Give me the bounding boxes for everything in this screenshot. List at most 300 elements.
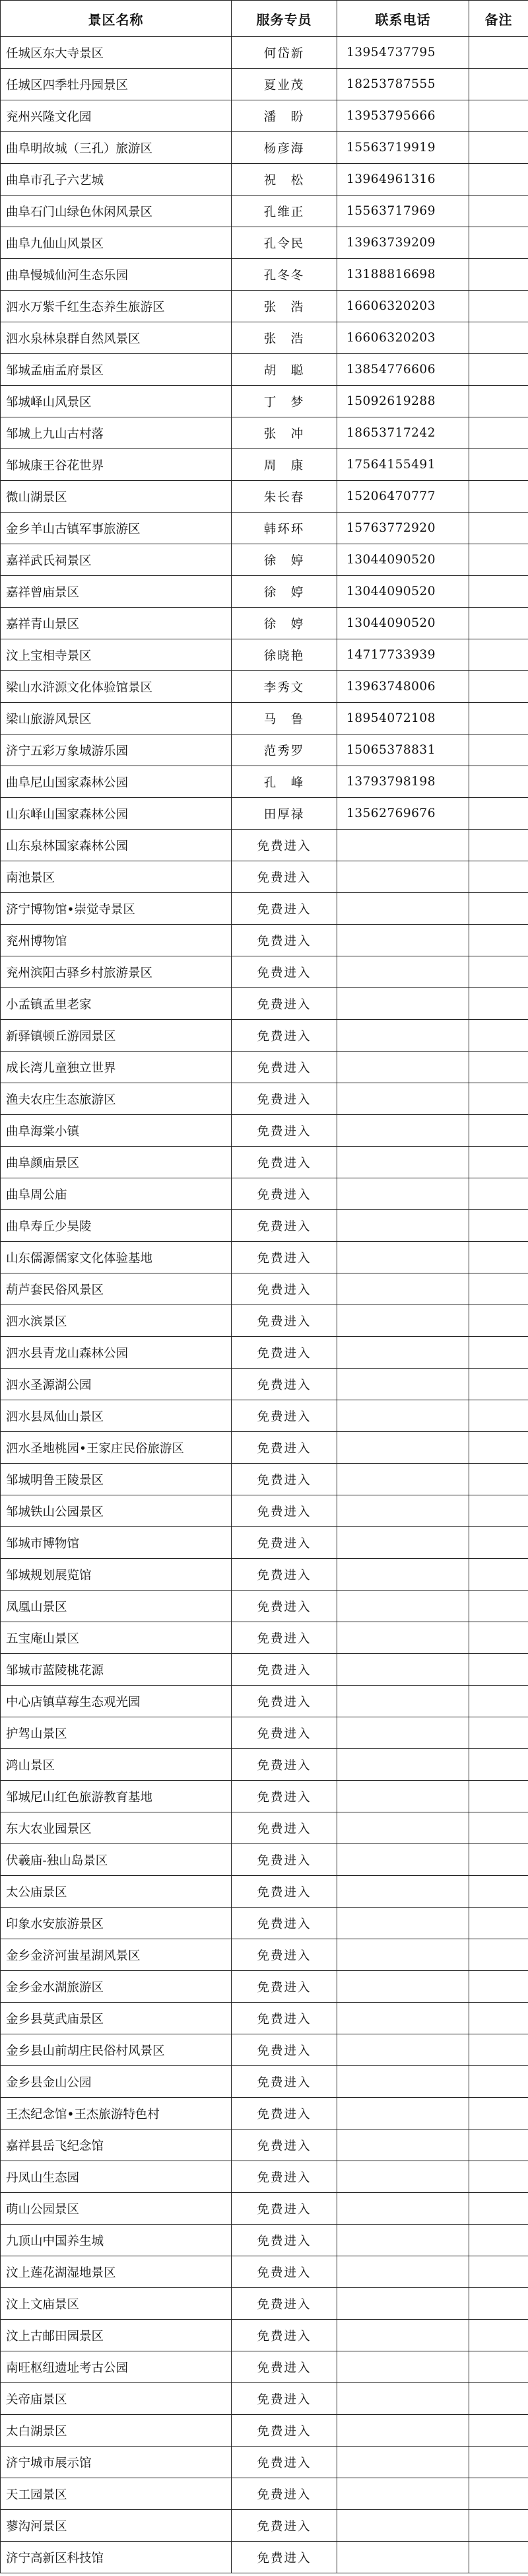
table-row (1, 2383, 528, 2415)
remarks-cell (469, 1717, 528, 1749)
scenic-name-cell: 曲阜市孔子六艺城 (1, 164, 232, 196)
contact-phone-cell: 13964961316 (337, 164, 469, 196)
scenic-name-cell: 九顶山中国养生城 (1, 2225, 232, 2256)
contact-phone-cell (337, 2351, 469, 2383)
service-staff-cell: 免费进入 (232, 2288, 337, 2320)
remarks-cell (469, 1812, 528, 1844)
service-staff-cell: 免费进入 (232, 2351, 337, 2383)
contact-phone-cell (337, 1210, 469, 1242)
scenic-name-cell: 微山湖景区 (1, 481, 232, 513)
remarks-cell (469, 2478, 528, 2510)
remarks-cell (469, 291, 528, 322)
contact-phone-cell: 13953795666 (337, 100, 469, 132)
contact-phone-cell (337, 893, 469, 925)
contact-phone-cell (337, 956, 469, 988)
contact-phone-cell: 13044090520 (337, 608, 469, 639)
scenic-name-cell: 邹城孟庙孟府景区 (1, 354, 232, 386)
scenic-name-cell: 任城区东大寺景区 (1, 37, 232, 69)
service-staff-cell: 丁 梦 (232, 386, 337, 417)
service-staff-cell: 免费进入 (232, 830, 337, 861)
service-staff-cell: 免费进入 (232, 1654, 337, 1686)
table-row (1, 322, 528, 354)
scenic-name-cell: 护驾山景区 (1, 1717, 232, 1749)
scenic-name-cell: 蓼沟河景区 (1, 2510, 232, 2542)
scenic-name-cell: 泗水万紫千红生态养生旅游区 (1, 291, 232, 322)
remarks-cell (469, 1591, 528, 1622)
table-row (1, 2256, 528, 2288)
scenic-name-cell: 济宁城市展示馆 (1, 2447, 232, 2478)
scenic-name-cell: 邹城规划展览馆 (1, 1559, 232, 1591)
service-staff-cell: 免费进入 (232, 1337, 337, 1369)
table-row (1, 2510, 528, 2542)
table-row (1, 1178, 528, 1210)
scenic-name-cell: 邹城市博物馆 (1, 1527, 232, 1559)
remarks-cell (469, 2034, 528, 2066)
scenic-name-cell: 济宁博物馆•崇觉寺景区 (1, 893, 232, 925)
table-row (1, 925, 528, 956)
scenic-name-cell: 邹城明鲁王陵景区 (1, 1464, 232, 1495)
contact-phone-cell (337, 1654, 469, 1686)
contact-phone-cell: 15065378831 (337, 734, 469, 766)
contact-phone-cell (337, 2161, 469, 2193)
table-row (1, 2129, 528, 2161)
scenic-name-cell: 嘉祥青山景区 (1, 608, 232, 639)
table-row (1, 2415, 528, 2447)
service-staff-cell: 免费进入 (232, 2193, 337, 2225)
contact-phone-cell: 15563719919 (337, 132, 469, 164)
table-row (1, 1210, 528, 1242)
scenic-name-cell: 鸿山景区 (1, 1749, 232, 1781)
remarks-cell (469, 2447, 528, 2478)
remarks-cell (469, 1686, 528, 1717)
table-row (1, 386, 528, 417)
service-staff-cell: 徐 婷 (232, 576, 337, 608)
service-staff-cell: 胡 聪 (232, 354, 337, 386)
scenic-name-cell: 济宁高新区科技馆 (1, 2542, 232, 2573)
contact-phone-cell: 15092619288 (337, 386, 469, 417)
table-row (1, 1083, 528, 1115)
service-staff-cell: 免费进入 (232, 1812, 337, 1844)
contact-phone-cell (337, 1749, 469, 1781)
table-row (1, 1115, 528, 1147)
contact-phone-cell: 13963739209 (337, 227, 469, 259)
remarks-cell (469, 861, 528, 893)
service-staff-cell: 夏业茂 (232, 69, 337, 100)
service-staff-cell: 免费进入 (232, 1305, 337, 1337)
table-row (1, 417, 528, 449)
contact-phone-cell: 15763772920 (337, 513, 469, 544)
service-staff-cell: 免费进入 (232, 1591, 337, 1622)
scenic-name-cell: 汶上莲花湖湿地景区 (1, 2256, 232, 2288)
scenic-name-cell: 邹城铁山公园景区 (1, 1495, 232, 1527)
remarks-cell (469, 956, 528, 988)
contact-phone-cell (337, 861, 469, 893)
contact-phone-cell (337, 1812, 469, 1844)
service-staff-cell: 免费进入 (232, 1622, 337, 1654)
scenic-name-cell: 泗水县青龙山森林公园 (1, 1337, 232, 1369)
table-header-row (1, 1, 528, 37)
service-staff-cell: 免费进入 (232, 893, 337, 925)
remarks-cell (469, 1337, 528, 1369)
table-row (1, 1495, 528, 1527)
scenic-name-cell: 兖州兴隆文化园 (1, 100, 232, 132)
scenic-name-cell: 山东泉林国家森林公园 (1, 830, 232, 861)
remarks-cell (469, 513, 528, 544)
scenic-name-cell: 金乡羊山古镇军事旅游区 (1, 513, 232, 544)
service-staff-cell: 免费进入 (232, 1844, 337, 1876)
scenic-name-cell: 嘉祥曾庙景区 (1, 576, 232, 608)
contact-phone-cell: 13044090520 (337, 576, 469, 608)
scenic-name-cell: 梁山水浒源文化体验馆景区 (1, 671, 232, 703)
table-row (1, 703, 528, 734)
table-row (1, 227, 528, 259)
service-staff-cell: 免费进入 (232, 2034, 337, 2066)
service-staff-cell: 免费进入 (232, 1686, 337, 1717)
table-row (1, 1559, 528, 1591)
scenic-name-cell: 曲阜九仙山风景区 (1, 227, 232, 259)
service-staff-cell: 免费进入 (232, 1495, 337, 1527)
scenic-name-cell: 济宁五彩万象城游乐园 (1, 734, 232, 766)
table-row (1, 1939, 528, 1971)
remarks-cell (469, 893, 528, 925)
contact-phone-cell: 13562769676 (337, 798, 469, 830)
scenic-name-cell: 萌山公园景区 (1, 2193, 232, 2225)
scenic-name-cell: 南池景区 (1, 861, 232, 893)
service-staff-cell: 免费进入 (232, 1971, 337, 2003)
remarks-cell (469, 2066, 528, 2098)
service-staff-cell: 徐晓艳 (232, 639, 337, 671)
remarks-cell (469, 1876, 528, 1908)
scenic-name-cell: 邹城峄山风景区 (1, 386, 232, 417)
contact-phone-cell (337, 1622, 469, 1654)
service-staff-cell: 张 浩 (232, 322, 337, 354)
remarks-cell (469, 481, 528, 513)
service-staff-cell: 免费进入 (232, 861, 337, 893)
remarks-cell (469, 1242, 528, 1273)
contact-phone-cell: 16606320203 (337, 291, 469, 322)
table-row (1, 196, 528, 227)
service-staff-cell: 免费进入 (232, 2415, 337, 2447)
scenic-name-cell: 金乡县金山公园 (1, 2066, 232, 2098)
table-row (1, 1654, 528, 1686)
contact-phone-cell (337, 1908, 469, 1939)
table-row (1, 132, 528, 164)
service-staff-cell: 免费进入 (232, 1273, 337, 1305)
header-service-staff: 服务专员 (232, 1, 337, 37)
remarks-cell (469, 671, 528, 703)
scenic-name-cell: 太公庙景区 (1, 1876, 232, 1908)
remarks-cell (469, 354, 528, 386)
remarks-cell (469, 1400, 528, 1432)
service-staff-cell: 免费进入 (232, 2510, 337, 2542)
table-row (1, 1464, 528, 1495)
remarks-cell (469, 69, 528, 100)
contact-phone-cell: 15206470777 (337, 481, 469, 513)
table-row (1, 1908, 528, 1939)
contact-phone-cell: 18253787555 (337, 69, 469, 100)
service-staff-cell: 田厚禄 (232, 798, 337, 830)
remarks-cell (469, 1432, 528, 1464)
service-staff-cell: 免费进入 (232, 2161, 337, 2193)
scenic-name-cell: 金乡金济河蚩星湖风景区 (1, 1939, 232, 1971)
remarks-cell (469, 830, 528, 861)
service-staff-cell: 何岱新 (232, 37, 337, 69)
service-staff-cell: 免费进入 (232, 1115, 337, 1147)
service-staff-cell: 免费进入 (232, 2383, 337, 2415)
contact-phone-cell (337, 1273, 469, 1305)
remarks-cell (469, 2256, 528, 2288)
service-staff-cell: 朱长春 (232, 481, 337, 513)
service-staff-cell: 免费进入 (232, 1559, 337, 1591)
scenic-name-cell: 嘉祥武氏祠景区 (1, 544, 232, 576)
scenic-name-cell: 兖州博物馆 (1, 925, 232, 956)
service-staff-cell: 免费进入 (232, 988, 337, 1020)
contact-phone-cell (337, 1432, 469, 1464)
contact-phone-cell: 16606320203 (337, 322, 469, 354)
contact-phone-cell (337, 2003, 469, 2034)
remarks-cell (469, 1052, 528, 1083)
remarks-cell (469, 2161, 528, 2193)
service-staff-cell: 免费进入 (232, 2320, 337, 2351)
remarks-cell (469, 2225, 528, 2256)
service-staff-cell: 免费进入 (232, 2478, 337, 2510)
contact-phone-cell (337, 2034, 469, 2066)
table-row (1, 1527, 528, 1559)
contact-phone-cell (337, 1020, 469, 1052)
scenic-name-cell: 小孟镇孟里老家 (1, 988, 232, 1020)
table-row (1, 37, 528, 69)
table-row (1, 734, 528, 766)
service-staff-cell: 潘 盼 (232, 100, 337, 132)
remarks-cell (469, 1527, 528, 1559)
table-row (1, 1337, 528, 1369)
table-row (1, 1717, 528, 1749)
contact-phone-cell (337, 1242, 469, 1273)
scenic-name-cell: 凤凰山景区 (1, 1591, 232, 1622)
remarks-cell (469, 798, 528, 830)
table-row (1, 2320, 528, 2351)
contact-phone-cell (337, 1369, 469, 1400)
remarks-cell (469, 2098, 528, 2129)
remarks-cell (469, 2351, 528, 2383)
scenic-name-cell: 太白湖景区 (1, 2415, 232, 2447)
table-row (1, 956, 528, 988)
remarks-cell (469, 703, 528, 734)
remarks-cell (469, 2193, 528, 2225)
scenic-name-cell: 汶上文庙景区 (1, 2288, 232, 2320)
table-row (1, 2003, 528, 2034)
table-row (1, 639, 528, 671)
contact-phone-cell (337, 2288, 469, 2320)
contact-phone-cell: 14717733939 (337, 639, 469, 671)
service-staff-cell: 孔令民 (232, 227, 337, 259)
service-staff-cell: 免费进入 (232, 2256, 337, 2288)
table-row (1, 2447, 528, 2478)
table-row (1, 893, 528, 925)
scenic-name-cell: 中心店镇草莓生态观光园 (1, 1686, 232, 1717)
scenic-name-cell: 曲阜海棠小镇 (1, 1115, 232, 1147)
service-staff-cell: 杨彦海 (232, 132, 337, 164)
contact-phone-cell (337, 2129, 469, 2161)
scenic-name-cell: 曲阜周公庙 (1, 1178, 232, 1210)
scenic-name-cell: 任城区四季牡丹园景区 (1, 69, 232, 100)
service-staff-cell: 免费进入 (232, 2066, 337, 2098)
service-staff-cell: 免费进入 (232, 2129, 337, 2161)
service-staff-cell: 免费进入 (232, 2003, 337, 2034)
scenic-name-cell: 泗水圣源湖公园 (1, 1369, 232, 1400)
contact-phone-cell (337, 2066, 469, 2098)
table-row (1, 1147, 528, 1178)
service-staff-cell: 免费进入 (232, 925, 337, 956)
remarks-cell (469, 1210, 528, 1242)
service-staff-cell: 免费进入 (232, 2098, 337, 2129)
remarks-cell (469, 1369, 528, 1400)
remarks-cell (469, 2510, 528, 2542)
remarks-cell (469, 2288, 528, 2320)
remarks-cell (469, 322, 528, 354)
contact-phone-cell (337, 1591, 469, 1622)
remarks-cell (469, 449, 528, 481)
contact-phone-cell (337, 1527, 469, 1559)
contact-phone-cell: 13963748006 (337, 671, 469, 703)
scenic-name-cell: 泗水泉林泉群自然风景区 (1, 322, 232, 354)
contact-phone-cell (337, 1115, 469, 1147)
remarks-cell (469, 1749, 528, 1781)
table-row (1, 1305, 528, 1337)
contact-phone-cell (337, 2478, 469, 2510)
remarks-cell (469, 259, 528, 291)
contact-phone-cell (337, 1495, 469, 1527)
table-row (1, 2034, 528, 2066)
scenic-name-cell: 梁山旅游风景区 (1, 703, 232, 734)
service-staff-cell: 孔冬冬 (232, 259, 337, 291)
table-row (1, 259, 528, 291)
scenic-name-cell: 泗水圣地桃园•王家庄民俗旅游区 (1, 1432, 232, 1464)
service-staff-cell: 马 鲁 (232, 703, 337, 734)
remarks-cell (469, 1844, 528, 1876)
remarks-cell (469, 164, 528, 196)
service-staff-cell: 免费进入 (232, 1781, 337, 1812)
table-row (1, 2478, 528, 2510)
service-staff-cell: 免费进入 (232, 1527, 337, 1559)
scenic-name-cell: 曲阜明故城（三孔）旅游区 (1, 132, 232, 164)
table-row (1, 100, 528, 132)
scenic-name-cell: 丹凤山生态园 (1, 2161, 232, 2193)
service-staff-cell: 张 冲 (232, 417, 337, 449)
table-row (1, 608, 528, 639)
remarks-cell (469, 1495, 528, 1527)
remarks-cell (469, 576, 528, 608)
scenic-name-cell: 渔夫农庄生态旅游区 (1, 1083, 232, 1115)
table-body (1, 37, 528, 2573)
remarks-cell (469, 417, 528, 449)
table-row (1, 2225, 528, 2256)
contact-phone-cell (337, 2415, 469, 2447)
table-row (1, 1812, 528, 1844)
remarks-cell (469, 544, 528, 576)
scenic-name-cell: 东大农业园景区 (1, 1812, 232, 1844)
remarks-cell (469, 1622, 528, 1654)
remarks-cell (469, 2542, 528, 2573)
service-staff-cell: 周 康 (232, 449, 337, 481)
remarks-cell (469, 1115, 528, 1147)
contact-phone-cell (337, 1717, 469, 1749)
scenic-name-cell: 泗水县凤仙山景区 (1, 1400, 232, 1432)
contact-phone-cell: 17564155491 (337, 449, 469, 481)
remarks-cell (469, 1464, 528, 1495)
service-staff-cell: 免费进入 (232, 1052, 337, 1083)
contact-phone-cell (337, 1083, 469, 1115)
remarks-cell (469, 608, 528, 639)
contact-phone-cell: 13188816698 (337, 259, 469, 291)
scenic-name-cell: 泗水滨景区 (1, 1305, 232, 1337)
contact-phone-cell (337, 1178, 469, 1210)
table-row (1, 1369, 528, 1400)
contact-phone-cell (337, 2320, 469, 2351)
scenic-name-cell: 南旺枢纽遗址考古公园 (1, 2351, 232, 2383)
contact-phone-cell (337, 2542, 469, 2573)
remarks-cell (469, 1781, 528, 1812)
service-staff-cell: 免费进入 (232, 1147, 337, 1178)
service-staff-cell: 免费进入 (232, 1464, 337, 1495)
scenic-name-cell: 金乡县山前胡庄民俗村风景区 (1, 2034, 232, 2066)
contact-phone-cell (337, 2098, 469, 2129)
service-staff-cell: 免费进入 (232, 1242, 337, 1273)
remarks-cell (469, 1147, 528, 1178)
remarks-cell (469, 1020, 528, 1052)
table-row (1, 1273, 528, 1305)
table-row (1, 1052, 528, 1083)
table-row (1, 1591, 528, 1622)
table-row (1, 2193, 528, 2225)
table-row (1, 766, 528, 798)
scenic-name-cell: 曲阜尼山国家森林公园 (1, 766, 232, 798)
scenic-name-cell: 邹城康王谷花世界 (1, 449, 232, 481)
scenic-name-cell: 曲阜寿丘少昊陵 (1, 1210, 232, 1242)
table-row (1, 449, 528, 481)
service-staff-cell: 孔 峰 (232, 766, 337, 798)
service-staff-cell: 祝 松 (232, 164, 337, 196)
scenic-name-cell: 邹城尼山红色旅游教育基地 (1, 1781, 232, 1812)
table-row (1, 798, 528, 830)
service-staff-cell: 免费进入 (232, 1210, 337, 1242)
remarks-cell (469, 2383, 528, 2415)
contact-phone-cell (337, 1559, 469, 1591)
remarks-cell (469, 100, 528, 132)
header-remarks: 备注 (469, 1, 528, 37)
remarks-cell (469, 1908, 528, 1939)
remarks-cell (469, 386, 528, 417)
table-row (1, 354, 528, 386)
scenic-name-cell: 印象水安旅游景区 (1, 1908, 232, 1939)
service-staff-cell: 免费进入 (232, 1939, 337, 1971)
contact-phone-cell (337, 1464, 469, 1495)
service-staff-cell: 免费进入 (232, 1717, 337, 1749)
contact-phone-cell (337, 1147, 469, 1178)
table-row (1, 513, 528, 544)
service-staff-cell: 免费进入 (232, 2542, 337, 2573)
contact-phone-cell: 13793798198 (337, 766, 469, 798)
remarks-cell (469, 1971, 528, 2003)
remarks-cell (469, 1083, 528, 1115)
remarks-cell (469, 227, 528, 259)
scenic-name-cell: 天工园景区 (1, 2478, 232, 2510)
service-staff-cell: 免费进入 (232, 2225, 337, 2256)
contact-phone-cell (337, 988, 469, 1020)
table-row (1, 1686, 528, 1717)
contact-phone-cell: 13954737795 (337, 37, 469, 69)
scenic-name-cell: 葫芦套民俗风景区 (1, 1273, 232, 1305)
